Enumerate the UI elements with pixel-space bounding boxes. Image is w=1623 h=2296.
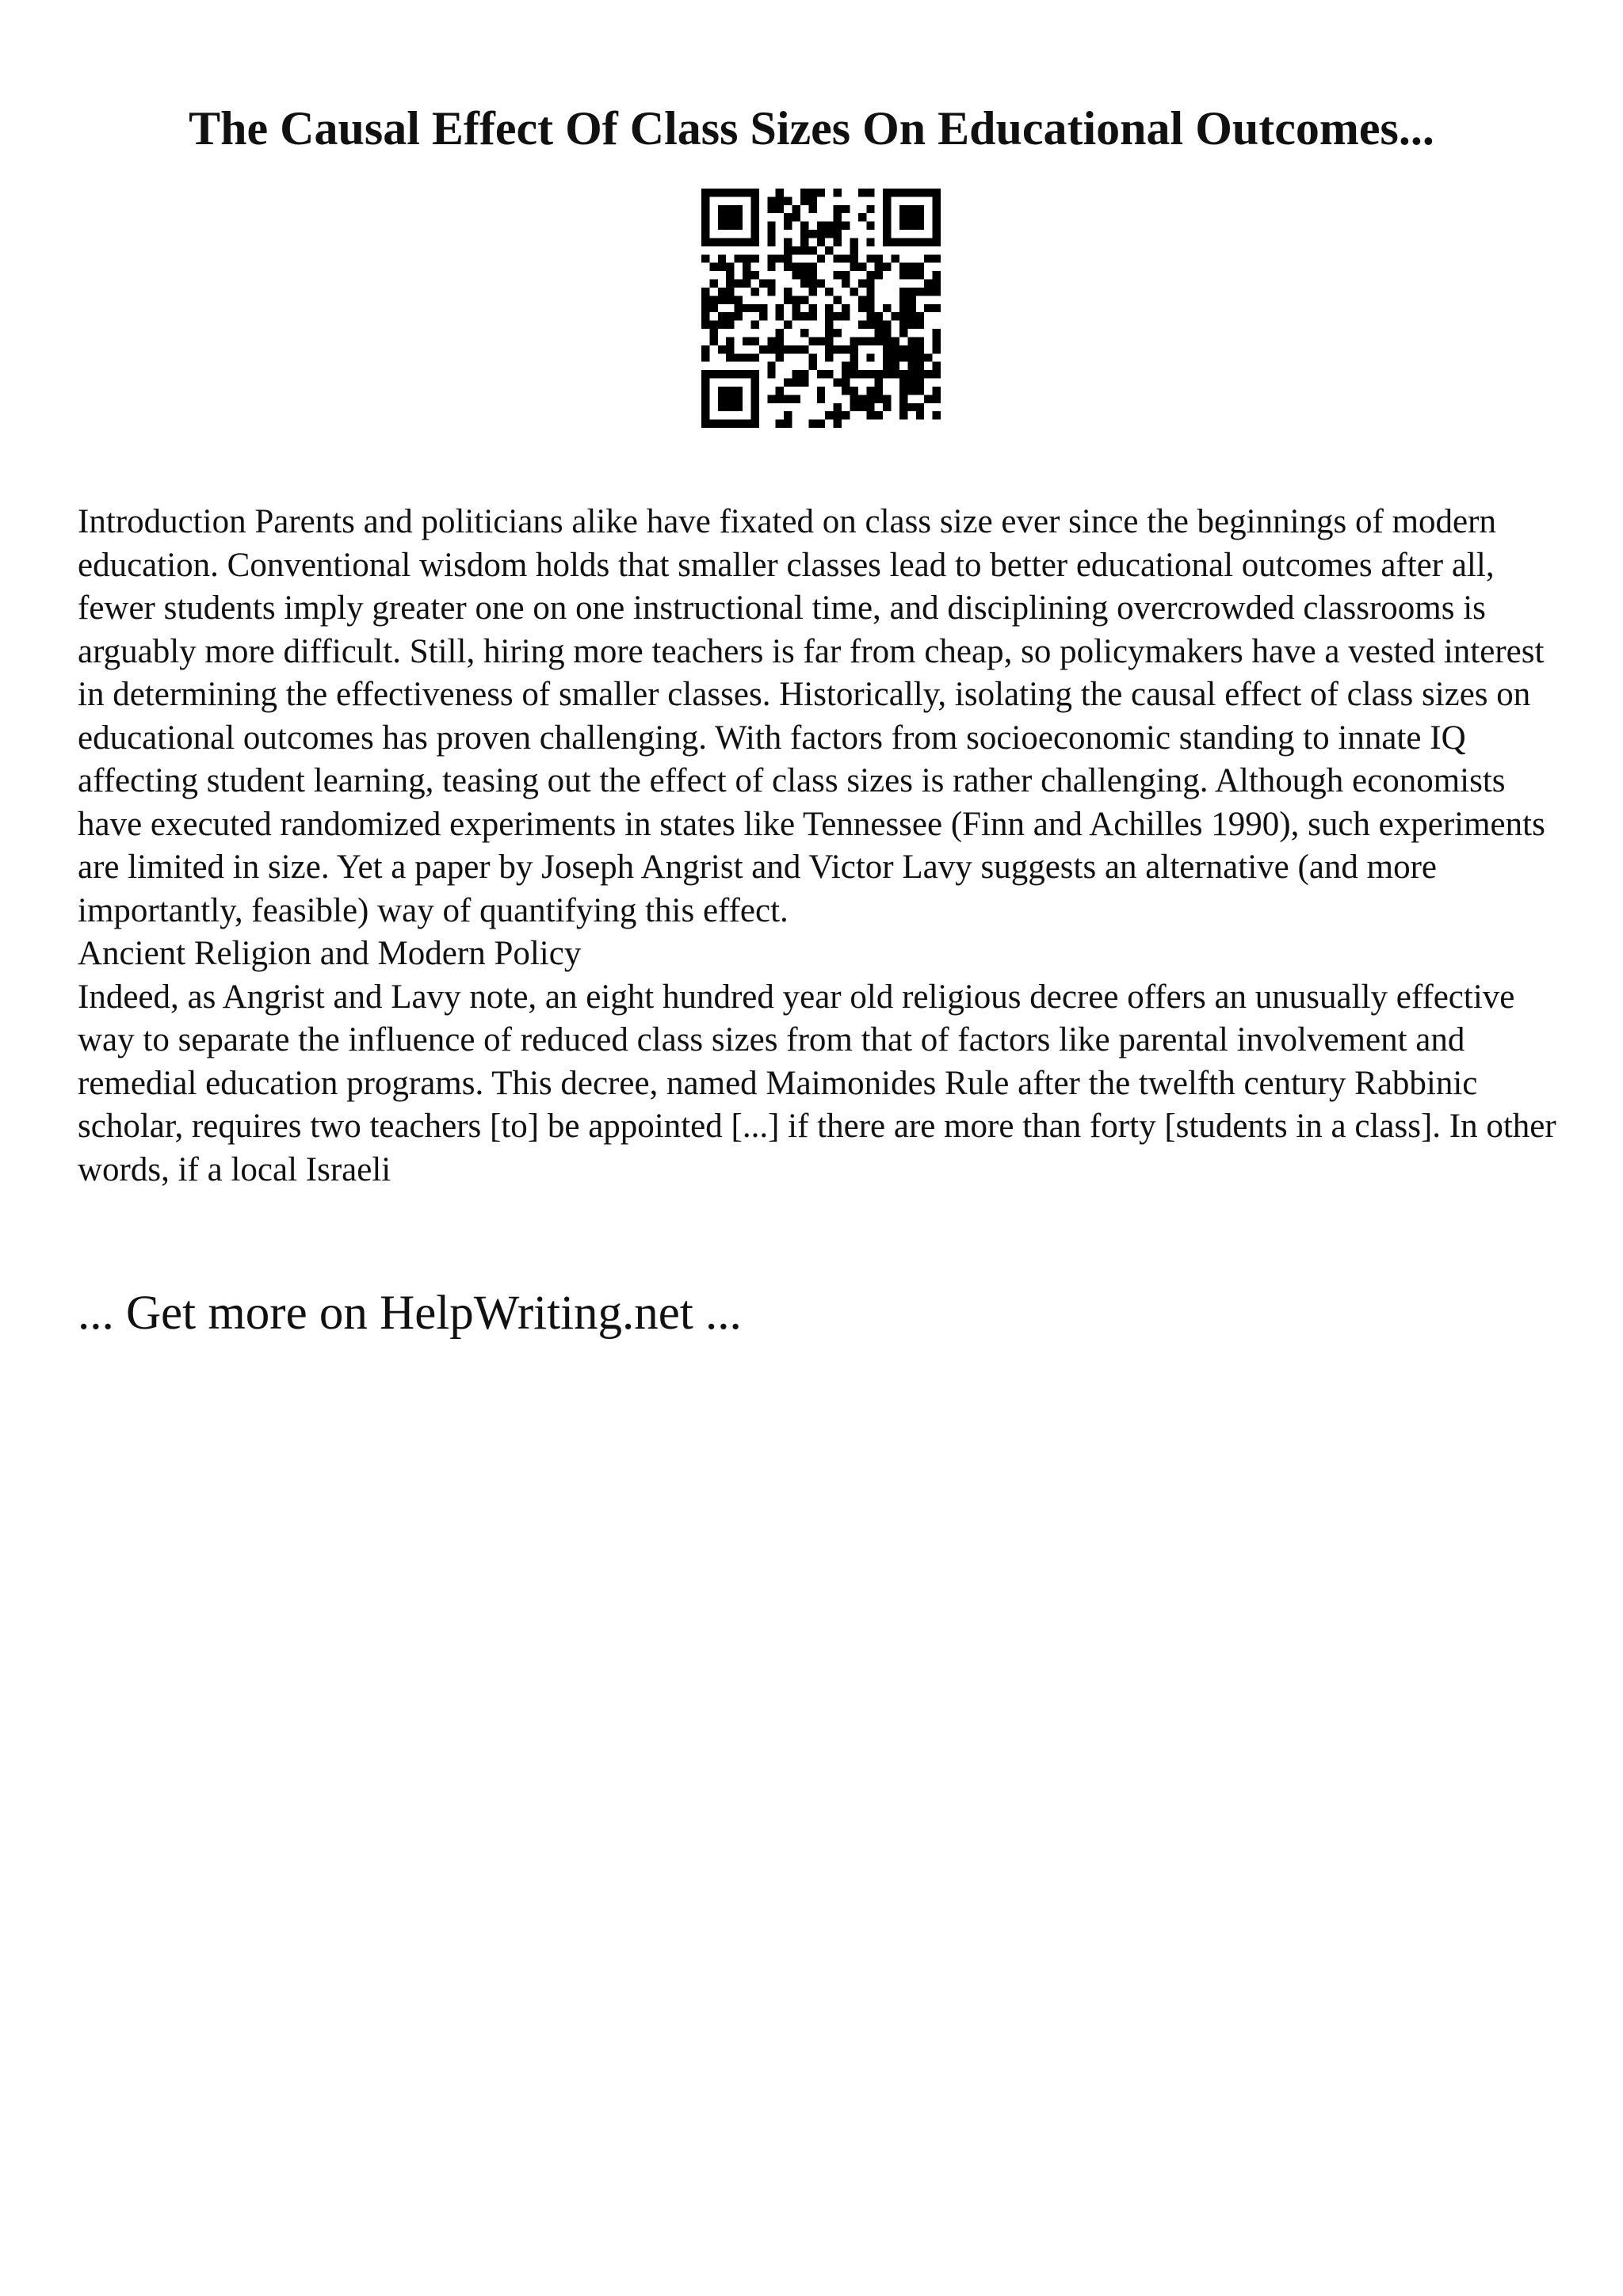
body-paragraph: Indeed, as Angrist and Lavy note, an eight hundred year old religious decree offers an unusually effective way to separate the influence of reduced class sizes from that of factors like parental involvement and remedial education programs. This decree, named Maimonides Rule after the twelfth century Rabbinic scholar, requires two teachers [to] be appointed [...] if there are more than forty [students in a class]. In other words, if a local Israeli [78, 978, 1556, 1188]
document-body [78, 501, 1568, 1192]
section-heading: Ancient Religion and Modern Policy [78, 935, 582, 972]
document-title: The Causal Effect Of Class Sizes On Educational Outcomes... [189, 102, 1434, 154]
intro-paragraph: Introduction Parents and politicians alike have fixated on class size ever since the beginnings of modern education. Conventional wisdom holds that smaller classes lead to better educational outcomes after all, fewer students imply greater one on one instructional time, and disciplining overcrowded classrooms is arguably more difficult. Still, hiring more teachers is far from cheap, so policymakers have a vested interest in determining the effectiveness of smaller classes. Historically, isolating the causal effect of class sizes on educational outcomes has proven challenging. With factors from socioeconomic standing to innate IQ affecting student learning, teasing out the effect of class sizes is rather challenging. Although economists have executed randomized experiments in states like Tennessee (Finn and Achilles 1990), such experiments are limited in size. Yet a paper by Joseph Angrist and Victor Lavy suggests an alternative (and more importantly, feasible) way of quantifying this effect. [78, 503, 1545, 929]
get-more-link[interactable]: ... Get more on HelpWriting.net ... [78, 1287, 742, 1340]
qr-code-icon [701, 189, 941, 428]
